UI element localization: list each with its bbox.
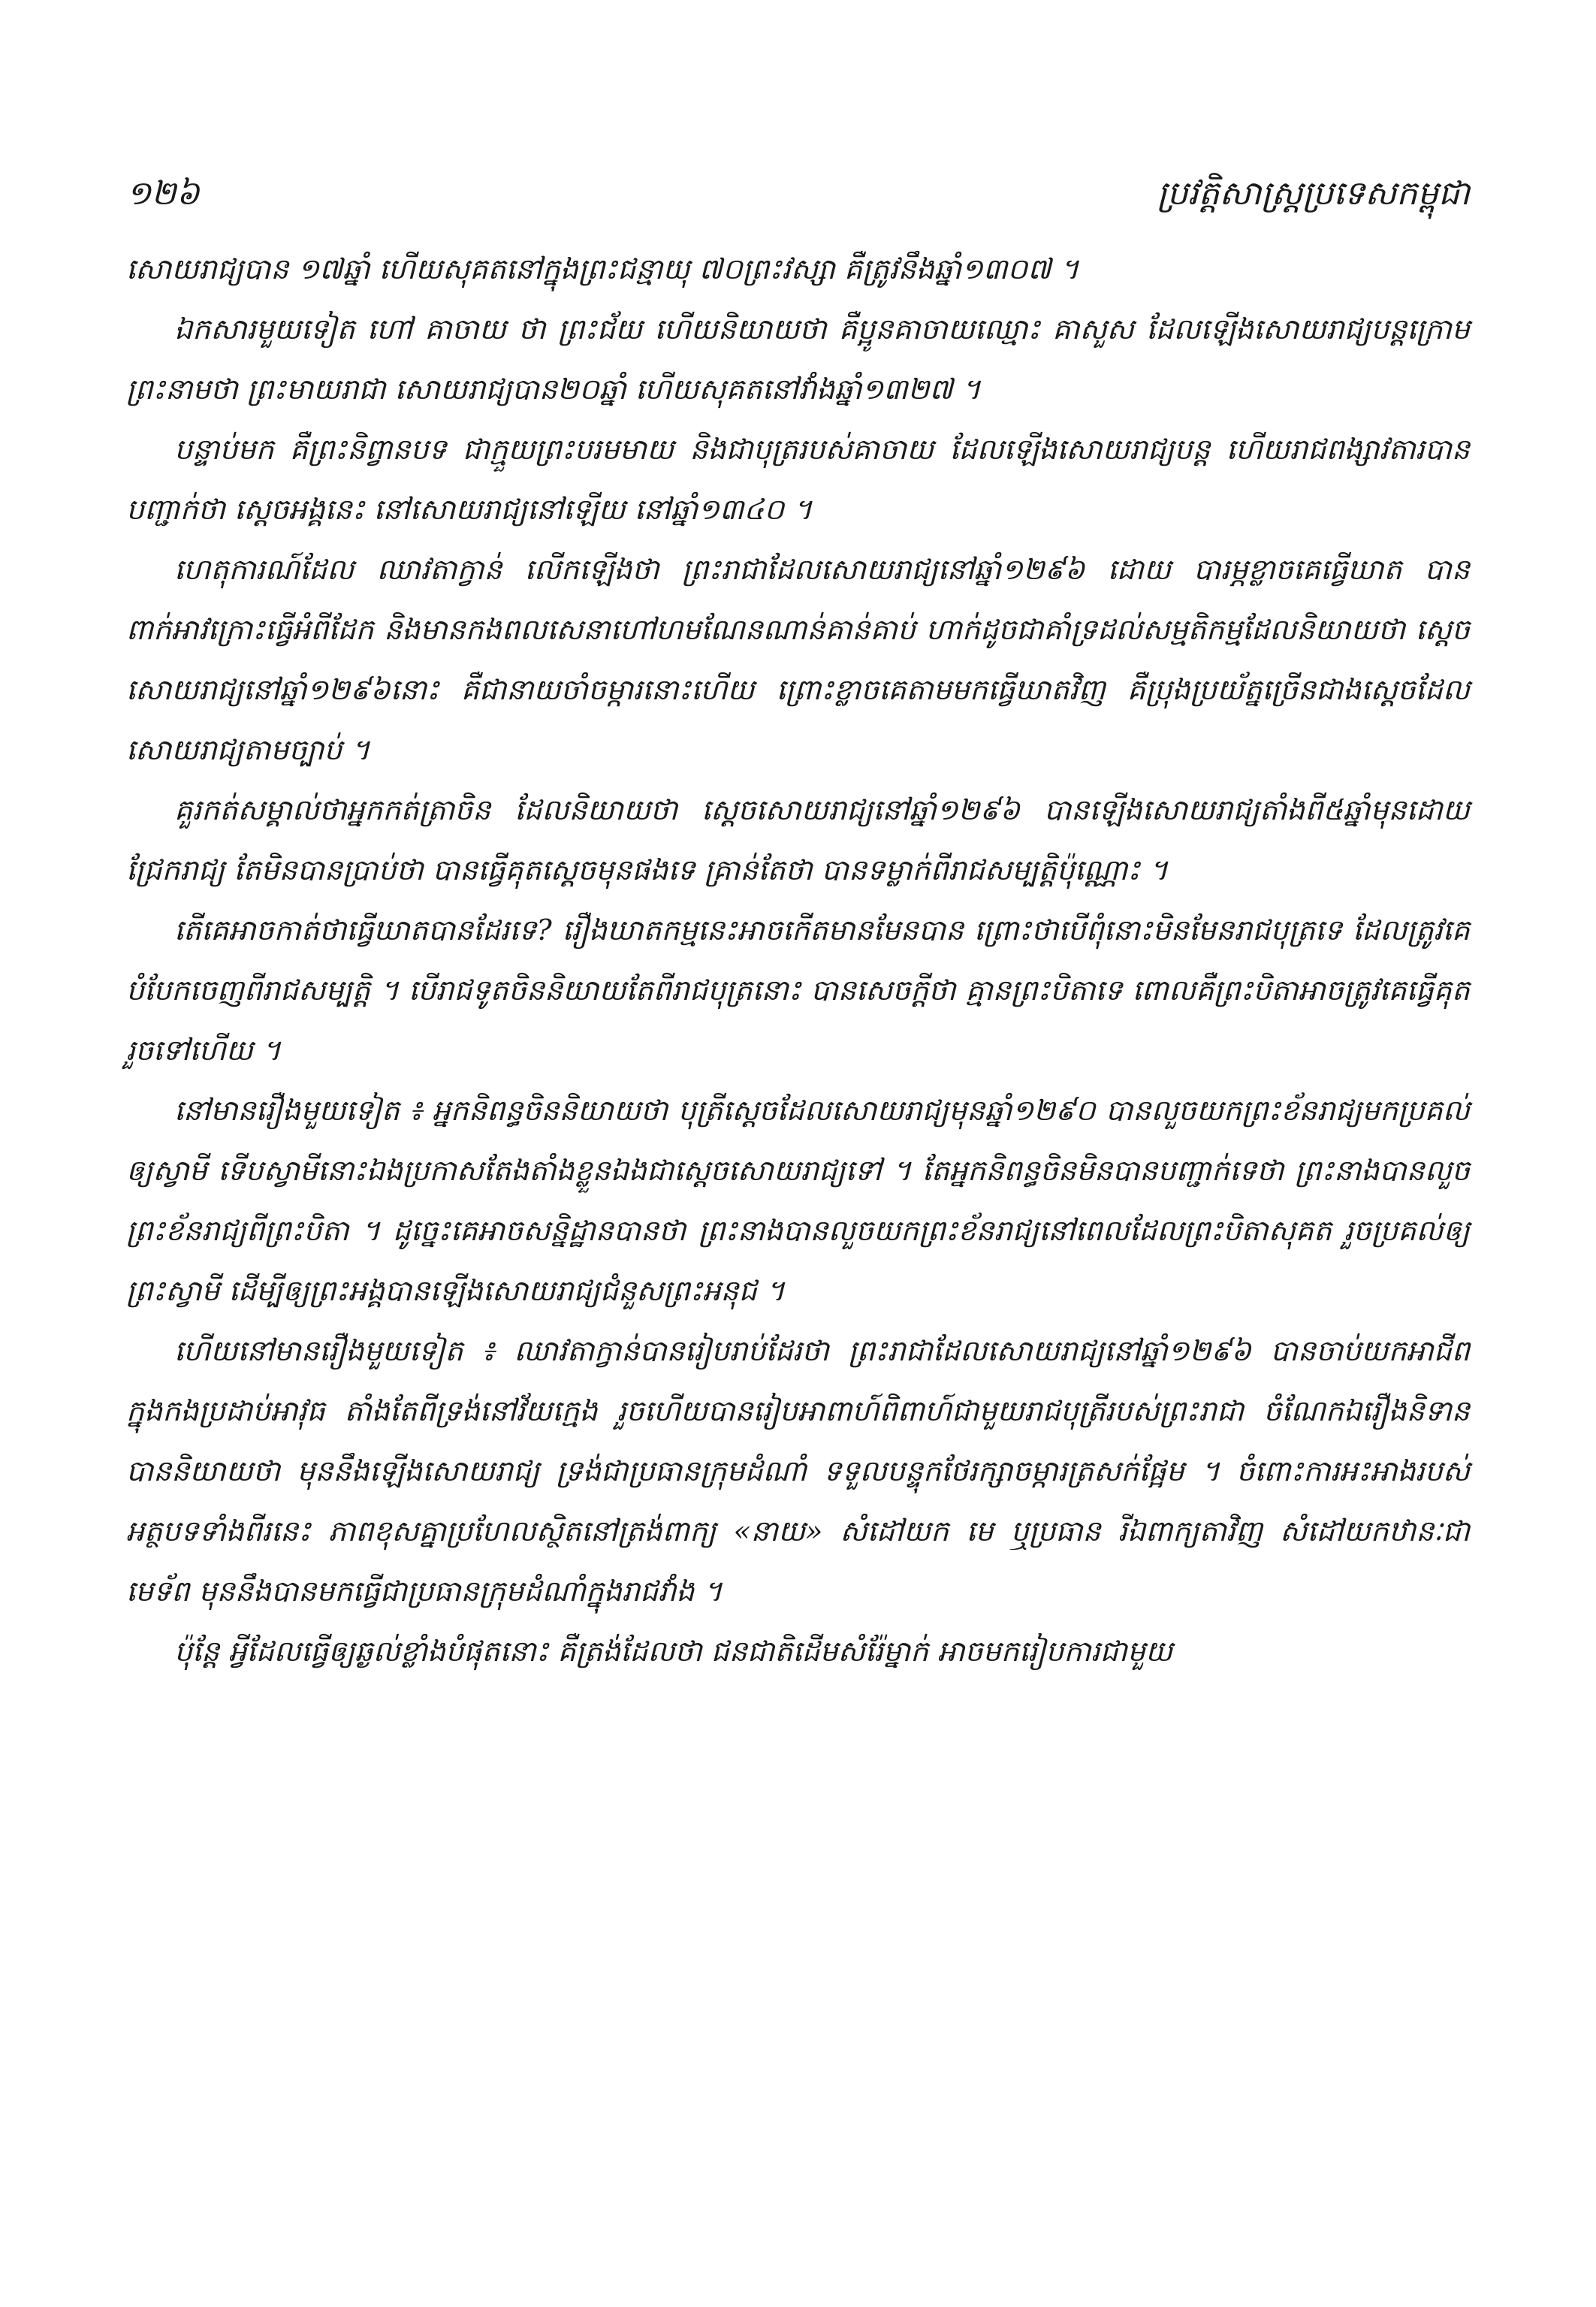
paragraph: គួរកត់សម្គាល់ថាអ្នកកត់ត្រាចិន ដែលនិយាយថា ស្ដេចសោយរាជ្យនៅឆ្នាំ១២៩៦ បានឡើងសោយរាជ្យតាំងពី៥ឆ្នាំមុនដោយជ្រែករាជ្យ តែមិនបានប្រាប់ថា បានធ្វើគុតស្ដេចមុនផងទេ គ្រាន់តែថា បានទម្លាក់ពីរាជសម្បត្តិប៉ុណ្ណោះ ។ <box>126 793 1470 886</box>
paragraph: ហើយនៅមានរឿងមួយទៀត ៖ ឈាវតាក្វាន់បានរៀបរាប់ដែរថា ព្រះរាជាដែលសោយរាជ្យនៅឆ្នាំ១២៩៦ បានចាប់យកអាជីពក្នុងកងប្រដាប់អាវុធ តាំងតែពីទ្រង់នៅវ័យក្មេង រួចហើយបានរៀបអាពាហ៍ពិពាហ៍ជាមួយរាជបុត្រីរបស់ព្រះរាជា ចំណែកឯរឿងនិទានបាននិយាយថា មុននឹងឡើងសោយរាជ្យ ទ្រង់ជាប្រធានក្រុមដំណាំ ទទួលបន្ទុកថែរក្សាចម្ការត្រសក់ផ្អែម ។ ចំពោះការអះអាងរបស់អត្ថបទទាំងពីរនេះ ភាពខុសគ្នាប្រហែលស្ថិតនៅត្រង់ពាក្យ «នាយ» សំដៅយក មេ ឬប្រធាន រីឯពាក្យតាវិញ សំដៅយកឋានៈជាមេទ័ព មុននឹងបានមកធ្វើជាប្រធានក្រុមដំណាំក្នុងរាជវាំង ។ <box>126 1334 1470 1608</box>
paragraph: ប៉ុន្តែ អ្វីដែលធ្វើឲ្យឆ្ងល់ខ្លាំងបំផុតនោះ គឺត្រង់ដែលថា ជនជាតិដើមសំរ៉ែម្នាក់ អាចមករៀបការជាមួយ <box>174 1635 1173 1668</box>
running-title: ប្រវត្តិសាស្ត្រប្រទេសកម្ពុជា <box>1157 174 1470 213</box>
page-number: ១២៦ <box>126 174 200 213</box>
page-header <box>126 171 1470 216</box>
paragraph: ហេតុការណ៍ដែល ឈាវតាក្វាន់ លើកឡើងថា ព្រះរាជាដែលសោយរាជ្យនៅឆ្នាំ១២៩៦ ដោយ បារម្ភខ្លាចគេធ្វើឃាត បានពាក់អាវក្រោះធ្វើអំពីដែក និងមានកងពលសេនាហៅហមណែនណាន់គាន់គាប់ ហាក់ដូចជាគាំទ្រដល់សម្មតិកម្មដែលនិយាយថា ស្ដេចសោយរាជ្យនៅឆ្នាំ១២៩៦នោះ គឺជានាយចាំចម្ការនោះហើយ ព្រោះខ្លាចគេតាមមកធ្វើឃាតវិញ គឺប្រុងប្រយ័ត្នច្រើនជាងស្ដេចដែលសោយរាជ្យតាមច្បាប់ ។ <box>126 553 1470 766</box>
paragraph: សោយរាជ្យបាន ១៧ឆ្នាំ ហើយសុគតនៅក្នុងព្រះជន្មាយុ ៧០ព្រះវស្សា គឺត្រូវនឹងឆ្នាំ១៣០៧ ។ <box>126 252 1079 285</box>
paragraph: តើគេអាចកាត់ថាធ្វើឃាតបានដែរទេ? រឿងឃាតកម្មនេះអាចកើតមានមែនបាន ព្រោះថាបើពុំនោះមិនមែនរាជបុត្រទេ ដែលត្រូវគេបំបែកចេញពីរាជសម្បត្តិ ។ បើរាជទូតចិននិយាយតែពីរាជបុត្រនោះ បានសេចក្ដីថា គ្មានព្រះបិតាទេ ពោលគឺព្រះបិតាអាចត្រូវគេធ្វើគុតរួចទៅហើយ ។ <box>126 913 1470 1067</box>
paragraph: បន្ទាប់មក គឺព្រះនិព្វានបទ ជាក្មួយព្រះបរមមាយ និងជាបុត្ររបស់គាចាយ ដែលឡើងសោយរាជ្យបន្ត ហើយរាជពង្សាវតារបានបញ្ជាក់ថា ស្ដេចអង្គនេះ នៅសោយរាជ្យនៅឡើយ នៅឆ្នាំ១៣៤០ ។ <box>126 433 1470 526</box>
paragraph: ឯកសារមួយទៀត ហៅ គាចាយ ថា ព្រះជ័យ ហើយនិយាយថា គឺប្អូនគាចាយឈ្មោះ គាសួស ដែលឡើងសោយរាជ្យបន្តក្រោមព្រះនាមថា ព្រះមាយរាជា សោយរាជ្យបាន២០ឆ្នាំ ហើយសុគតនៅវាំងឆ្នាំ១៣២៧ ។ <box>126 313 1470 406</box>
body-text <box>126 239 1470 1681</box>
paragraph: នៅមានរឿងមួយទៀត ៖ អ្នកនិពន្ធចិននិយាយថា បុត្រីស្ដេចដែលសោយរាជ្យមុនឆ្នាំ១២៩០ បានលួចយកព្រះខ័នរាជ្យមកប្រគល់ឲ្យស្វាមី ទើបស្វាមីនោះឯងប្រកាសតែងតាំងខ្លួនឯងជាស្ដេចសោយរាជ្យទៅ ។ តែអ្នកនិពន្ធចិនមិនបានបញ្ជាក់ទេថា ព្រះនាងបានលួចព្រះខ័នរាជ្យពីព្រះបិតា ។ ដូច្នេះគេអាចសន្និដ្ឋានបានថា ព្រះនាងបានលួចយកព្រះខ័នរាជ្យនៅពេលដែលព្រះបិតាសុគត រួចប្រគល់ឲ្យព្រះស្វាមី ដើម្បីឲ្យព្រះអង្គបានឡើងសោយរាជ្យជំនួសព្រះអនុជ ។ <box>126 1094 1470 1307</box>
